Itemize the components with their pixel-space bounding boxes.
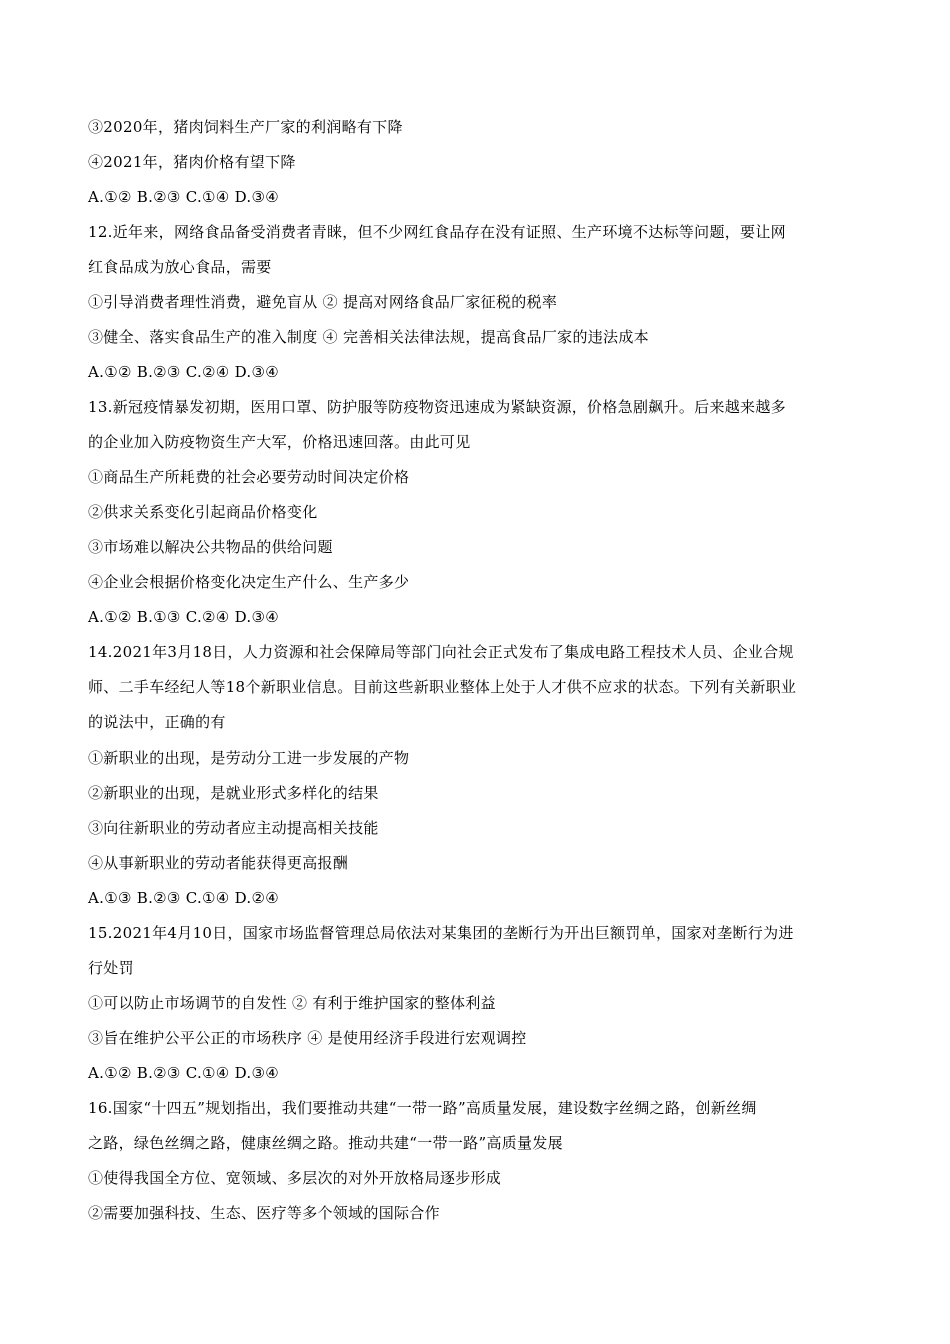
q13-option-4: ④企业会根据价格变化决定生产什么、生产多少 <box>88 573 410 591</box>
q16-option-2: ②需要加强科技、生态、医疗等多个领域的国际合作 <box>88 1204 440 1222</box>
q14-option-1: ①新职业的出现，是劳动分工进一步发展的产物 <box>88 749 410 767</box>
q14-option-4: ④从事新职业的劳动者能获得更高报酬 <box>88 854 349 872</box>
question-12-stem-cont: 红食品成为放心食品，需要 <box>88 258 272 276</box>
q14-option-2: ②新职业的出现，是就业形式多样化的结果 <box>88 784 379 802</box>
q13-option-3: ③市场难以解决公共物品的供给问题 <box>88 538 333 556</box>
q16-option-1: ①使得我国全方位、宽领域、多层次的对外开放格局逐步形成 <box>88 1169 502 1187</box>
answer-choices-q14: A.①③ B.②③ C.①④ D.②④ <box>88 889 279 907</box>
q15-options-3-4: ③旨在维护公平公正的市场秩序 ④ 是使用经济手段进行宏观调控 <box>88 1029 527 1047</box>
question-16-stem: 16.国家“十四五”规划指出，我们要推动共建“一带一路”高质量发展，建设数字丝绸之路，创新丝绸 <box>88 1099 757 1117</box>
question-14-stem-end: 的说法中，正确的有 <box>88 713 226 731</box>
q13-option-1: ①商品生产所耗费的社会必要劳动时间决定价格 <box>88 468 410 486</box>
q12-options-3-4: ③健全、落实食品生产的准入制度 ④ 完善相关法律法规，提高食品厂家的违法成本 <box>88 328 649 346</box>
answer-choices-q15: A.①② B.②③ C.①④ D.③④ <box>88 1064 279 1082</box>
answer-choices-q12: A.①② B.②③ C.②④ D.③④ <box>88 363 279 381</box>
answer-choices-q11: A.①② B.②③ C.①④ D.③④ <box>88 188 279 206</box>
question-16-stem-cont: 之路，绿色丝绸之路，健康丝绸之路。推动共建“一带一路”高质量发展 <box>88 1134 563 1152</box>
question-14-stem-cont: 师、二手车经纪人等18个新职业信息。目前这些新职业整体上处于人才供不应求的状态。下列有关新职业 <box>88 678 797 696</box>
q13-option-2: ②供求关系变化引起商品价格变化 <box>88 503 318 521</box>
question-14-stem: 14.2021年3月18日，人力资源和社会保障局等部门向社会正式发布了集成电路工程技术人员、企业合规 <box>88 643 794 661</box>
answer-choices-q13: A.①② B.①③ C.②④ D.③④ <box>88 608 279 626</box>
question-13-stem: 13.新冠疫情暴发初期，医用口罩、防护服等防疫物资迅速成为紧缺资源，价格急剧飙升。后来越来越多 <box>88 398 786 416</box>
question-13-stem-cont: 的企业加入防疫物资生产大军，价格迅速回落。由此可见 <box>88 433 471 451</box>
q12-options-1-2: ①引导消费者理性消费，避免盲从 ② 提高对网络食品厂家征税的税率 <box>88 293 558 311</box>
option-statement-4: ④2021年，猪肉价格有望下降 <box>88 153 296 171</box>
question-15-stem-cont: 行处罚 <box>88 959 134 977</box>
option-statement-3: ③2020年，猪肉饲料生产厂家的利润略有下降 <box>88 118 403 136</box>
q15-options-1-2: ①可以防止市场调节的自发性 ② 有利于维护国家的整体利益 <box>88 994 496 1012</box>
q14-option-3: ③向往新职业的劳动者应主动提高相关技能 <box>88 819 379 837</box>
question-12-stem: 12.近年来，网络食品备受消费者青睐，但不少网红食品存在没有证照、生产环境不达标等问题，要让网 <box>88 223 786 241</box>
question-15-stem: 15.2021年4月10日，国家市场监督管理总局依法对某集团的垄断行为开出巨额罚单，国家对垄断行为进 <box>88 924 794 942</box>
